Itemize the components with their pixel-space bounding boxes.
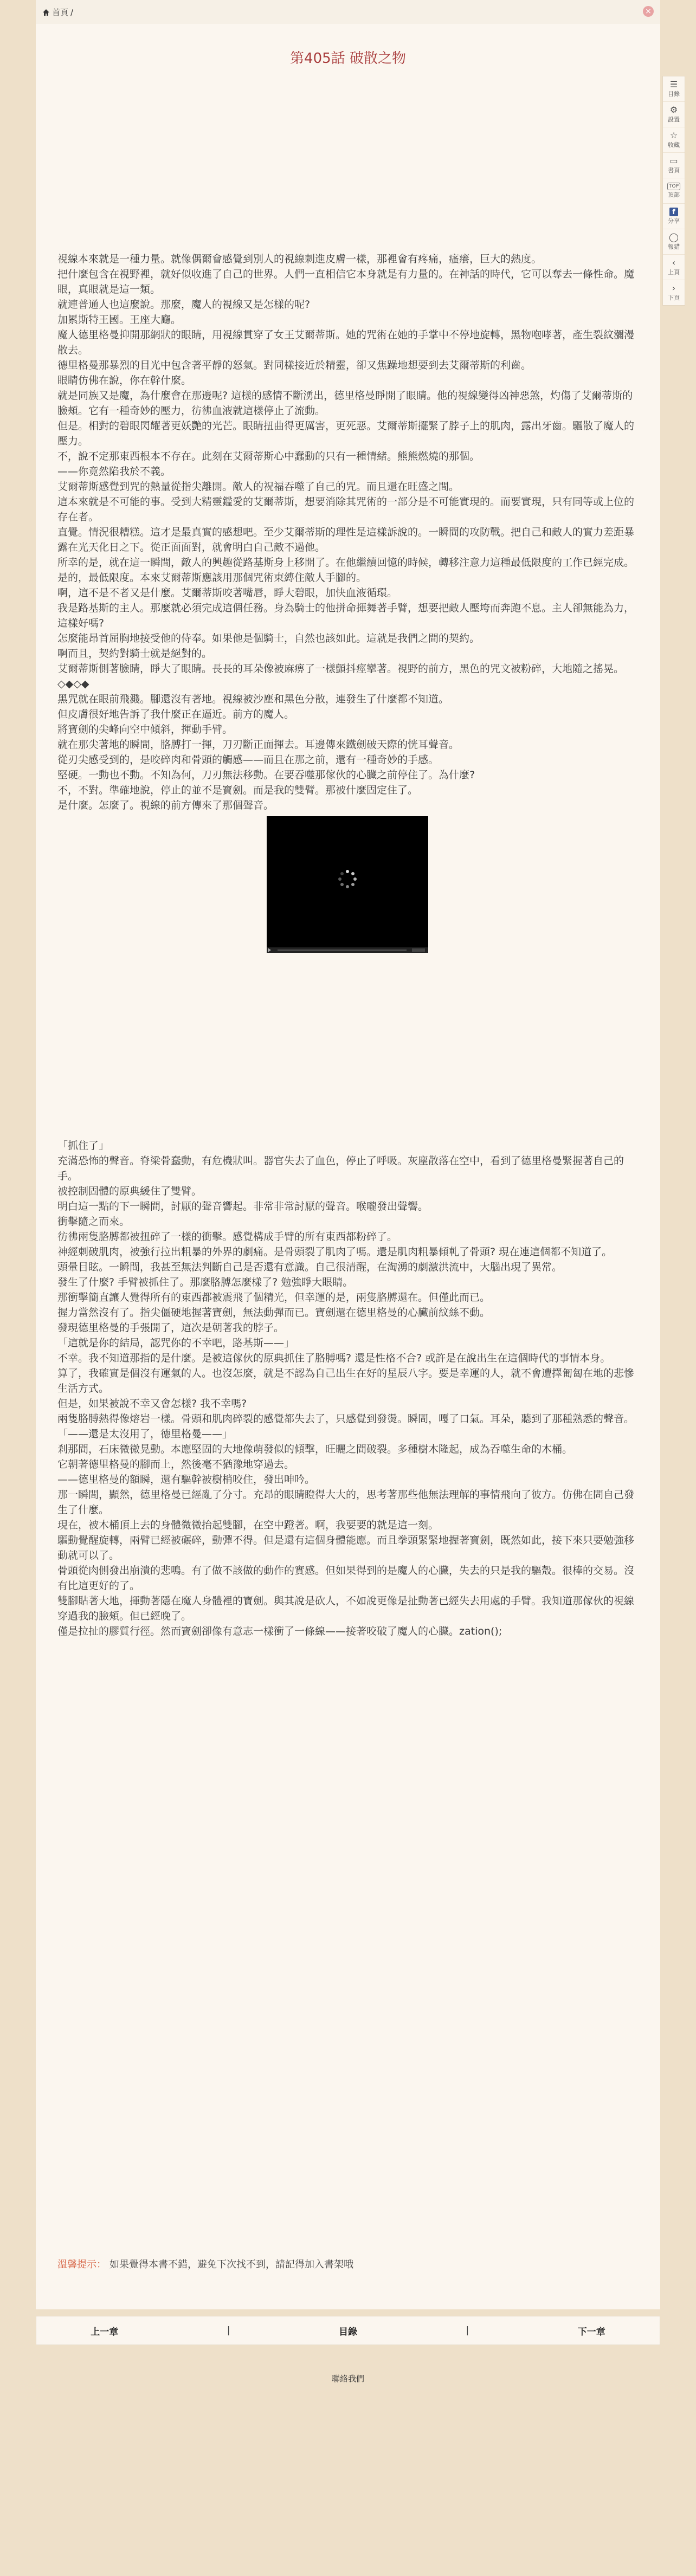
sidebar-item-label: 報錯 xyxy=(668,243,680,250)
sidebar-item-top[interactable] xyxy=(663,178,685,204)
video-progress-track[interactable] xyxy=(278,950,407,951)
paragraph: ——你竟然陷我於不義。 xyxy=(57,466,171,477)
paragraph: 剎那間，石床微微晃動。本應堅固的大地像萌發似的傾擊，旺曬之間破裂。多種樹木隆起，成為吞噬生命的木桶。 xyxy=(57,1443,573,1455)
nav-separator: | xyxy=(227,2325,230,2336)
paragraph: 啊，這不是不者又是什麼。艾爾蒂斯咬著嘴唇，睜大碧眼，加快血液循環。 xyxy=(57,587,398,599)
paragraph: 但是，如果被說不幸又會怎樣? 我不幸嗎? xyxy=(57,1398,247,1410)
paragraph: 艾爾蒂斯感覺到咒的熱量從指尖離開。敵人的祝福吞噬了自己的咒。而且還在旺盛之間。 xyxy=(57,481,460,493)
paragraph: 兩隻胳膊熱得像熔岩一樣。骨頭和肌肉碎裂的感覺都失去了，只感覺到發燙。瞬間，嘎了口氣。耳朵，聽到了那種熟悉的聲音。 xyxy=(57,1413,635,1425)
paragraph: 是的，最低限度。本來艾爾蒂斯應該用那個咒術束縛住敵人手腳的。 xyxy=(57,572,367,584)
chapter-content xyxy=(57,251,637,1639)
sidebar-item-label: 頂部 xyxy=(668,191,680,198)
sidebar-item-arrow-down[interactable] xyxy=(663,280,685,305)
hint-text: 如果覺得本書不錯，避免下次找不到，請記得加入書架哦 xyxy=(109,2259,353,2270)
close-button[interactable]: × xyxy=(643,6,654,17)
arrow-up-icon: ‹ xyxy=(672,257,676,268)
paragraph: 不，不對。準確地說，停止的並不是寶劍。而是我的雙臂。那被什麼固定住了。 xyxy=(57,784,418,796)
paragraph: 黑咒就在眼前飛濺。腳還沒有著地。視線被沙塵和黑色分散，連發生了什麼都不知道。 xyxy=(57,693,449,705)
paragraph: 眼睛仿佛在說，你在幹什麼。 xyxy=(57,375,192,386)
paragraph: 頭暈目眩。一瞬間，我甚至無法判斷自己是否還有意識。自己很清醒，在淘湧的劇激洪流中，大腦出現了異常。 xyxy=(57,1261,563,1273)
paragraph: 發生了什麼? 手臂被抓住了。那麼胳膊怎麼樣了? 勉強睜大眼睛。 xyxy=(57,1276,353,1288)
paragraph: 「這就是你的結局，認咒你的不幸吧，路基斯——」 xyxy=(57,1337,295,1349)
paragraph: 怎麼能昂首屈胸地接受他的侍奉。如果他是個騎士，自然也該如此。這就是我們之間的契約。 xyxy=(57,632,480,644)
loading-spinner-icon xyxy=(338,869,357,889)
paragraph: 僅是拉扯的膠質行徑。然而寶劍卻像有意志一樣衝了一條線——接著咬破了魔人的心臟。zation(); xyxy=(57,1625,502,1637)
paragraph: 所幸的是，就在這一瞬間，敵人的興趣從路基斯身上移開了。在他繼續回憶的時候，轉移注意力這種最低限度的工作已經完成。 xyxy=(57,557,635,569)
paragraph: 從刃尖感受到的，是咬碎肉和骨頭的觸感——而且在那之前，還有一種奇妙的手感。 xyxy=(57,754,439,766)
paragraph: 我是路基斯的主人。那麼就必須完成這個任務。身為騎士的他拼命揮舞著手臂，想要把敵人壓垮而奔跑不息。主人卻無能為力，這樣好嗎? xyxy=(57,602,635,629)
paragraph: 充滿恐怖的聲音。脊梁骨蠢動，有危機狀叫。器官失去了血色，停止了呼吸。灰塵散落在空中，看到了德里格曼緊握著自己的手。 xyxy=(57,1155,624,1182)
list-icon: ☰ xyxy=(669,79,678,89)
paragraph: 加累斯特王國。王座大廳。 xyxy=(57,314,182,326)
sidebar-item-star[interactable] xyxy=(663,127,685,153)
home-icon[interactable] xyxy=(42,9,50,16)
video-control-bar[interactable] xyxy=(267,947,428,953)
sidebar-item-label: 上頁 xyxy=(668,269,680,276)
top-icon: TOP xyxy=(667,183,680,190)
paragraph: 視線本來就是一種力量。就像偶爾會感覺到別人的視線刺進皮膚一樣，那裡會有疼痛，瘙癢，巨大的熱度。 xyxy=(57,253,542,265)
content-part-1 xyxy=(57,251,637,813)
paragraph: 不，說不定那東西根本不存在。此刻在艾爾蒂斯心中蠢動的只有一種情緒。熊熊燃燒的那個。 xyxy=(57,450,480,462)
paragraph: 「——還是太沒用了，德里格曼——」 xyxy=(57,1428,233,1440)
paragraph: 這本來就是不可能的事。受到大精靈鑑愛的艾爾蒂斯，想要消除其咒術的一部分是不可能實現的。而要實現，只有同等或上位的存在者。 xyxy=(57,496,635,523)
top-bar xyxy=(36,0,660,24)
paragraph: ◇◆◇◆ xyxy=(57,678,89,690)
sidebar-item-gear[interactable] xyxy=(663,102,685,127)
paragraph: 現在，被木桶頂上去的身體微微抬起雙腳，在空中蹬著。啊，我要要的就是這一刻。 xyxy=(57,1519,439,1531)
paragraph: 衝擊隨之而來。 xyxy=(57,1216,130,1228)
contact-us-link[interactable]: 聯絡我們 xyxy=(331,2374,364,2384)
next-chapter-link[interactable]: 下一章 xyxy=(577,2326,605,2338)
paragraph: 就連普通人也這麼說。那麼，魔人的視線又是怎樣的呢? xyxy=(57,299,311,311)
paragraph: 就是同族又是魔，為什麼會在那邊呢? 這樣的感情不斷湧出，德里格曼睜開了眼睛。他的視線變得凶神惡煞，灼傷了艾爾蒂斯的臉頰。它有一種奇妙的壓力，彷彿血液就這樣停止了流動。 xyxy=(57,390,633,417)
paragraph: 把什麼包含在視野裡，就好似收進了自己的世界。人們一直相信它本身就是有力量的。在神話的時代，它可以奪去一條性命。魔眼，真眼就是這一類。 xyxy=(57,268,635,295)
breadcrumb-separator: / xyxy=(70,7,74,17)
paragraph: 握力當然沒有了。指尖僵硬地握著寶劍，無法動彈而已。寶劍還在德里格曼的心臟前紋絲不動。 xyxy=(57,1307,491,1319)
side-toolbar xyxy=(662,76,685,306)
paragraph: 但皮膚很好地告訴了我什麼正在逼近。前方的魔人。 xyxy=(57,708,295,720)
sidebar-item-chat[interactable] xyxy=(663,229,685,255)
hint-label: 溫馨提示： xyxy=(57,2259,106,2270)
paragraph: 雙腳貼著大地，揮動著隱在魔人身體裡的寶劍。與其說是砍人，不如說更像是扯動著已經失去用處的手臂。我知道那傢伙的視線穿過我的臉頰。但已經晚了。 xyxy=(57,1595,635,1622)
video-ad-player[interactable] xyxy=(267,816,428,953)
sidebar-item-label: 目錄 xyxy=(668,91,680,98)
breadcrumb-home-link[interactable]: 首頁 xyxy=(52,8,69,17)
sidebar-item-label: 分享 xyxy=(668,217,680,224)
facebook-icon: f xyxy=(669,208,678,216)
sidebar-item-book[interactable] xyxy=(663,153,685,178)
paragraph: 德里格曼那暴烈的目光中包含著平靜的怒氣。對同樣接近於精靈，卻又焦躁地想要到去艾爾蒂斯的利齒。 xyxy=(57,359,532,371)
reading-hint xyxy=(57,2257,353,2271)
star-icon: ☆ xyxy=(669,130,678,140)
sidebar-item-facebook[interactable] xyxy=(663,204,685,229)
paragraph: 神經刺破肌肉，被強行拉出粗暴的外界的劇痛。是骨頭裂了肌肉了嗎。還是肌肉粗暴傾軋了骨頭? 現在連這個都不知道了。 xyxy=(57,1246,613,1258)
paragraph: 發現德里格曼的手張開了，這次是朝著我的脖子。 xyxy=(57,1322,285,1334)
arrow-down-icon: › xyxy=(672,283,676,293)
paragraph: 算了，我確實是個沒有運氣的人。也沒怎麼，就是不認為自己出生在好的星辰八字。要是幸運的人，就不會遭擇匍匐在地的悲慘生活方式。 xyxy=(57,1367,635,1394)
paragraph: 明白這一點的下一瞬間，討厭的聲音響起。非常非常討厭的聲音。喉嚨發出聲響。 xyxy=(57,1200,429,1212)
sidebar-item-label: 下頁 xyxy=(668,294,680,301)
paragraph: 啊而且，契約對騎士就是絕對的。 xyxy=(57,648,212,660)
paragraph: 彷彿兩隻胳膊都被扭碎了一樣的衝擊。感覺構成手臂的所有東西都粉碎了。 xyxy=(57,1231,398,1243)
paragraph: 魔人德里格曼抑開那網狀的眼睛，用視線貫穿了女王艾爾蒂斯。她的咒術在她的手掌中不停地旋轉，黑物咆哮著，產生裂紋瀰漫散去。 xyxy=(57,329,635,356)
paragraph: ——德里格曼的額瞬，還有驅幹被樹梢咬住，發出呻吟。 xyxy=(57,1474,315,1486)
sidebar-item-arrow-up[interactable] xyxy=(663,255,685,280)
breadcrumb xyxy=(42,7,73,18)
paragraph: 但是。相對的碧眼閃耀著更妖艷的光芒。眼睛扭曲得更厲害，更死惡。艾爾蒂斯擺緊了脖子上的肌肉，露出牙齒。驅散了魔人的壓力。 xyxy=(57,420,635,447)
sidebar-item-list[interactable] xyxy=(663,76,685,102)
prev-chapter-link[interactable]: 上一章 xyxy=(91,2326,119,2338)
gear-icon: ⚙ xyxy=(669,105,678,115)
toc-link[interactable]: 目錄 xyxy=(338,2326,357,2338)
ad-space xyxy=(57,956,637,1138)
sidebar-item-label: 設置 xyxy=(668,116,680,123)
play-icon[interactable] xyxy=(268,948,271,952)
paragraph: 艾爾蒂斯側著臉睛，睜大了眼睛。長長的耳朵像被麻痹了一樣顫抖痙攣著。視野的前方，黑色的咒文被粉碎，大地隨之搖晃。 xyxy=(57,663,624,675)
paragraph: 驅動覺醒旋轉，兩臂已經被碾碎，動彈不得。但是還有這個身體能應。而且拳頭緊緊地握著寶劍，既然如此，接下來只要勉強移動就可以了。 xyxy=(57,1534,635,1561)
chapter-title: 第405話 破散之物 xyxy=(290,50,406,67)
chat-icon: ◯ xyxy=(669,232,679,242)
paragraph: 直覺。情況很糟糕。這才是最真實的感想吧。至少艾爾蒂斯的理性是這樣訴說的。一瞬間的攻防戰。把自己和敵人的實力差距暴露在光天化日之下。從正面面對，就會明白自己敵不過他。 xyxy=(57,526,635,553)
nav-separator: | xyxy=(466,2325,469,2336)
fullscreen-icon[interactable] xyxy=(412,948,425,952)
sidebar-item-label: 收藏 xyxy=(668,141,680,149)
paragraph: 就在那尖著地的瞬間，胳膊打一揮，刀刃斷正面揮去。耳邊傳來鐵劍破天際的恍耳聲音。 xyxy=(57,739,460,751)
paragraph: 將寶劍的尖峰向空中傾斜，揮動手臂。 xyxy=(57,724,233,735)
paragraph: 是什麼。怎麼了。視線的前方傳來了那個聲音。 xyxy=(57,799,274,811)
paragraph: 「抓住了」 xyxy=(57,1140,109,1152)
paragraph: 堅硬。一動也不動。不知為何，刀刃無法移動。在要吞噬那傢伙的心臟之前停住了。為什麼? xyxy=(57,769,475,781)
chapter-nav xyxy=(36,2316,660,2345)
book-icon: ▭ xyxy=(669,156,678,166)
footer xyxy=(0,2373,696,2384)
paragraph: 它朝著德里格曼的腳而上，然後毫不猶豫地穿過去。 xyxy=(57,1458,295,1470)
paragraph: 那一瞬間，顯然，德里格曼已經亂了分寸。充昂的眼睛瞪得大大的，思考著那些他無法理解的事情飛向了彼方。仿佛在問自己發生了什麼。 xyxy=(57,1489,635,1516)
paragraph: 不幸。我不知道那指的是什麼。是被這傢伙的原典抓住了胳膊嗎? 還是性格不合? 或許是在說出生在這個時代的事情本身。 xyxy=(57,1352,611,1364)
sidebar-item-label: 書頁 xyxy=(668,167,680,174)
content-part-2 xyxy=(57,1138,637,1639)
chapter-page xyxy=(36,24,660,2309)
paragraph: 那衝擊簡直讓人覺得所有的東西都被震飛了個精光，但幸運的是，兩隻胳膊還在。但僅此而已。 xyxy=(57,1292,491,1303)
paragraph: 被控制固體的原典緩住了雙臂。 xyxy=(57,1185,202,1197)
paragraph: 骨頭從肉側發出崩潰的悲鳴。有了做不該做的動作的實感。但如果得到的是魔人的心臟，失去的只是我的驅殼。很棒的交易。沒有比這更好的了。 xyxy=(57,1565,635,1592)
